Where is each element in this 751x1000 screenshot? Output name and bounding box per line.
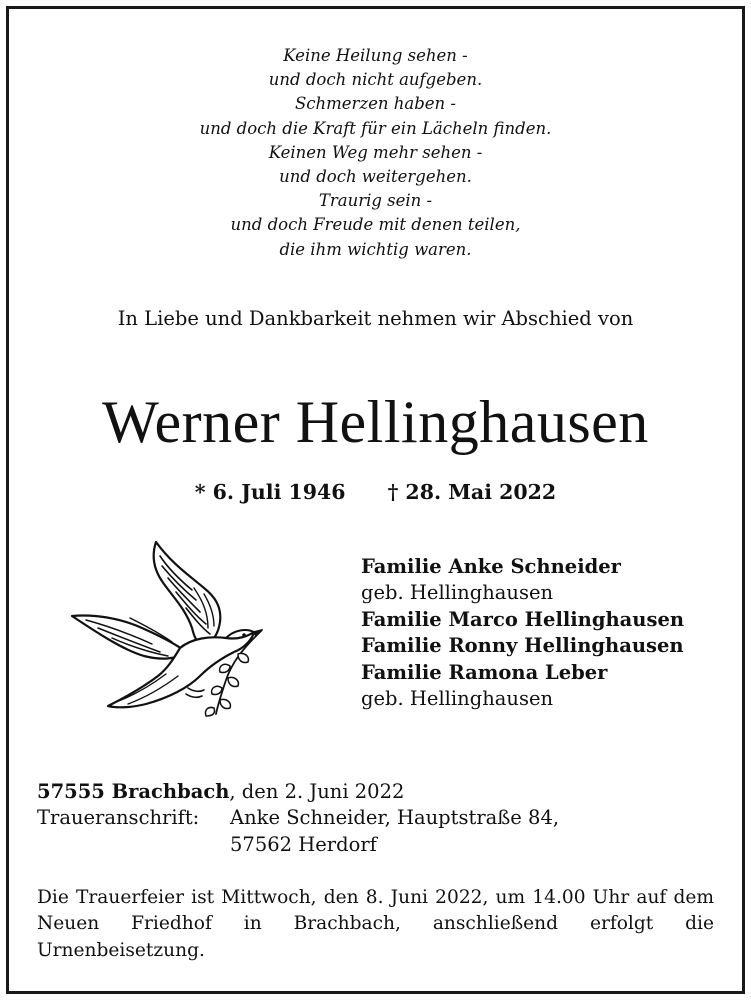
place-city: 57555 Brachbach xyxy=(37,780,230,803)
deceased-name: Werner Hellinghausen xyxy=(102,389,649,455)
address-line1: Anke Schneider, Hauptstraße 84, xyxy=(230,806,560,830)
address-line2: 57562 Herdorf xyxy=(230,832,377,856)
poem-line: und doch Freude mit denen teilen, xyxy=(230,215,521,235)
poem-line: Schmerzen haben - xyxy=(294,94,457,114)
place-date: , den 2. Juni 2022 xyxy=(229,780,405,803)
dove-with-olive-branch-icon xyxy=(68,538,268,720)
address-label: Traueranschrift: xyxy=(37,806,200,830)
poem-line: und doch weitergehen. xyxy=(279,167,472,187)
service-info: Die Trauerfeier ist Mittwoch, den 8. Juni 2022, um 14.00 Uhr auf dem Neuen Friedhof in Brachbach, anschließend erfolgt die Urnenbeisetzung. xyxy=(37,887,714,961)
poem xyxy=(0,44,751,262)
address-line xyxy=(37,805,559,831)
poem-line: Keinen Weg mehr sehen - xyxy=(268,142,483,162)
family-note: geb. Hellinghausen xyxy=(361,687,554,711)
family-name: Familie Ronny Hellinghausen xyxy=(361,634,684,658)
family-note: geb. Hellinghausen xyxy=(361,581,554,605)
poem-line: und doch die Kraft für ein Lächeln finden. xyxy=(199,118,552,138)
birth-date: * 6. Juli 1946 xyxy=(194,480,346,504)
poem-line: die ihm wichtig waren. xyxy=(279,239,472,259)
place-date-line xyxy=(37,779,559,805)
death-date: † 28. Mai 2022 xyxy=(387,480,557,504)
life-dates xyxy=(0,478,751,506)
family-name: Familie Marco Hellinghausen xyxy=(361,607,685,631)
poem-line: Traurig sein - xyxy=(318,191,433,211)
family-name: Familie Anke Schneider xyxy=(361,555,621,578)
intro-text: In Liebe und Dankbarkeit nehmen wir Abschied von xyxy=(117,307,634,330)
family-name: Familie Ramona Leber xyxy=(361,660,608,684)
place-and-address xyxy=(37,779,559,858)
poem-line: und doch nicht aufgeben. xyxy=(268,70,483,90)
poem-line: Keine Heilung sehen - xyxy=(283,46,468,65)
family-list xyxy=(361,554,684,712)
